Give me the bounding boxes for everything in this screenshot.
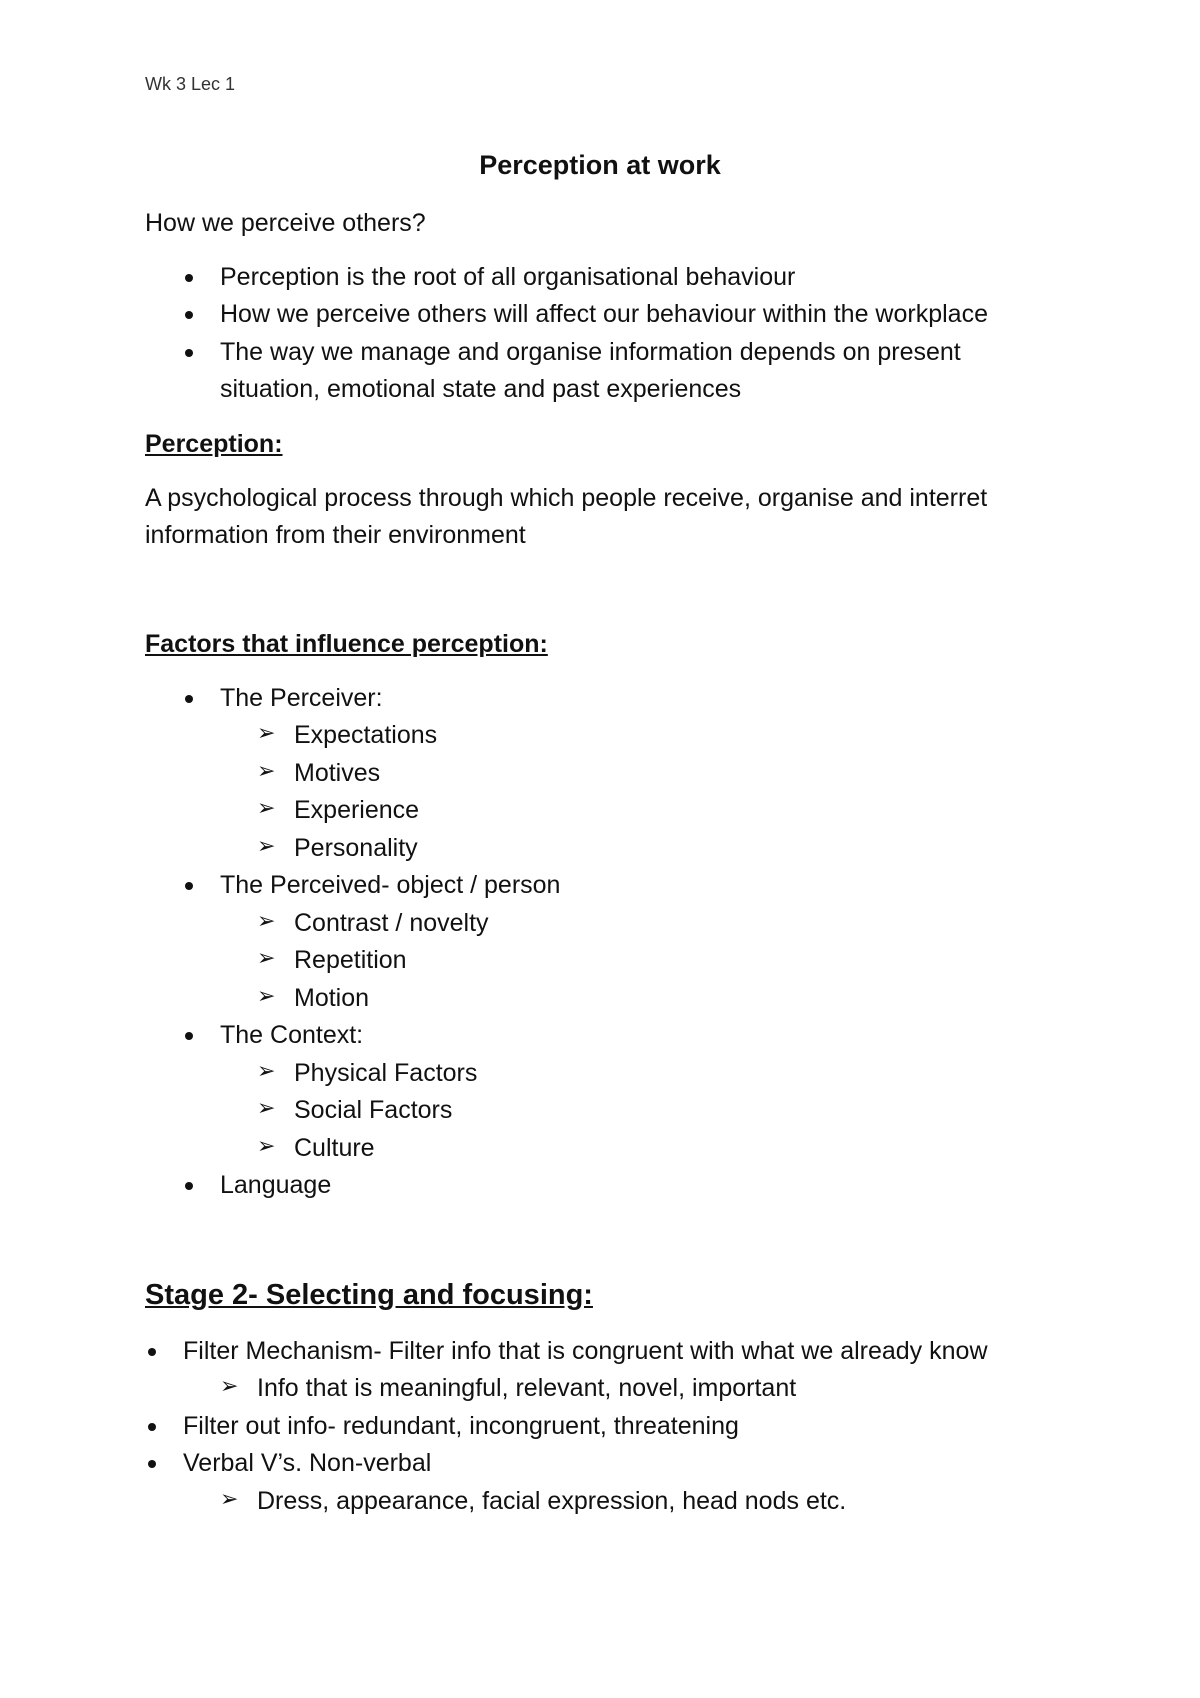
stage2-bullet: Filter Mechanism- Filter info that is congruent with what we already know xyxy=(183,1337,988,1365)
perceiver-item: ➢ Experience xyxy=(294,796,419,825)
stage2-bullet: Filter out info- redundant, incongruent, threatening xyxy=(183,1412,739,1440)
perceived-item: ➢ Contrast / novelty xyxy=(294,909,489,938)
stage2-heading: Stage 2- Selecting and focusing: xyxy=(145,1279,593,1311)
context-item: ➢ Social Factors xyxy=(294,1096,452,1125)
factor-perceiver: The Perceiver: xyxy=(220,684,383,712)
context-item: ➢ Physical Factors xyxy=(294,1059,477,1088)
stage2-bullet: Verbal V’s. Non-verbal xyxy=(183,1449,432,1477)
factors-heading: Factors that influence perception: xyxy=(145,630,548,658)
perception-definition: information from their environment xyxy=(145,521,526,549)
context-item: ➢ Culture xyxy=(294,1134,375,1163)
perceiver-item: ➢ Motives xyxy=(294,759,380,788)
perception-definition: A psychological process through which people receive, organise and interret xyxy=(145,484,988,512)
perceived-item: ➢ Repetition xyxy=(294,946,407,975)
intro-bullet-continuation: situation, emotional state and past experiences xyxy=(220,375,742,403)
stage2-subitem: ➢ Dress, appearance, facial expression, head nods etc. xyxy=(257,1487,846,1516)
intro-bullet: How we perceive others will affect our behaviour within the workplace xyxy=(220,300,988,328)
factor-perceived: The Perceived- object / person xyxy=(220,871,561,899)
intro-bullet: The way we manage and organise information depends on present xyxy=(220,338,961,366)
perceived-item: ➢ Motion xyxy=(294,984,369,1013)
stage2-subitem: ➢ Info that is meaningful, relevant, novel, important xyxy=(257,1374,796,1403)
page-header: Wk 3 Lec 1 xyxy=(145,74,236,94)
page-title: Perception at work xyxy=(479,150,721,180)
perceiver-item: ➢ Personality xyxy=(294,834,418,863)
intro-bullet: Perception is the root of all organisational behaviour xyxy=(220,263,796,291)
intro-question: How we perceive others? xyxy=(145,209,426,237)
perceiver-item: ➢ Expectations xyxy=(294,721,437,750)
factor-context: The Context: xyxy=(220,1021,364,1049)
perception-heading: Perception: xyxy=(145,430,283,458)
factor-language: Language xyxy=(220,1171,332,1199)
